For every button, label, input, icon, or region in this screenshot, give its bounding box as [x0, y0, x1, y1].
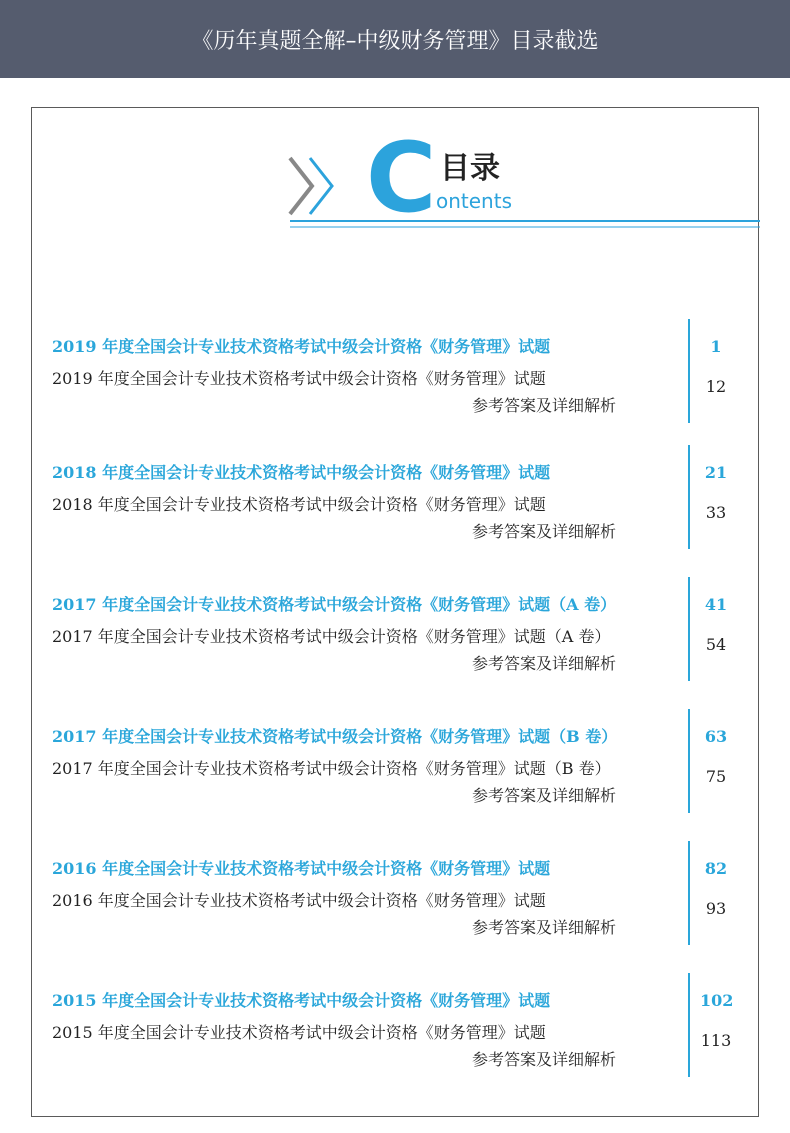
toc-entry-page: 63	[704, 727, 728, 746]
toc-entry-title[interactable]: 2017 年度全国会计专业技术资格考试中级会计资格《财务管理》试题（B 卷）	[52, 727, 618, 746]
toc-entry-page: 1	[710, 337, 722, 356]
toc-entry-answers-caption: 参考答案及详细解析	[472, 786, 617, 805]
toc-entry-answers-page: 54	[705, 635, 727, 654]
toc-entry	[52, 991, 752, 1095]
banner-title: 《历年真题全解–中级财务管理》目录截选	[191, 28, 599, 54]
logo-title-cn: 目录	[440, 151, 500, 186]
toc-entry-page: 82	[704, 859, 728, 878]
toc-entry-page: 21	[704, 463, 728, 482]
toc-entry-answers-caption: 参考答案及详细解析	[472, 396, 617, 415]
toc-entry-answers-line[interactable]: 2019 年度全国会计专业技术资格考试中级会计资格《财务管理》试题	[52, 369, 546, 388]
toc-divider	[688, 319, 690, 423]
toc-entry-answers-line[interactable]: 2015 年度全国会计专业技术资格考试中级会计资格《财务管理》试题	[52, 1023, 546, 1042]
toc-divider	[688, 973, 690, 1077]
toc-entry-answers-caption: 参考答案及详细解析	[472, 1050, 617, 1069]
toc-entry-answers-line[interactable]: 2017 年度全国会计专业技术资格考试中级会计资格《财务管理》试题（A 卷）	[52, 627, 611, 646]
toc-entry-page: 102	[700, 991, 734, 1010]
toc-entry	[52, 727, 752, 831]
toc-entry-title[interactable]: 2016 年度全国会计专业技术资格考试中级会计资格《财务管理》试题	[52, 859, 551, 878]
toc-entry-answers-page: 75	[705, 767, 727, 786]
toc-entry-answers-page: 113	[700, 1031, 732, 1050]
banner	[0, 0, 790, 78]
toc-entry	[52, 859, 752, 963]
logo-title-en: ontents	[436, 189, 512, 213]
toc-entry-answers-page: 12	[705, 377, 727, 396]
toc-entry-page: 41	[704, 595, 728, 614]
toc-entry-title[interactable]: 2015 年度全国会计专业技术资格考试中级会计资格《财务管理》试题	[52, 991, 551, 1010]
toc-divider	[688, 709, 690, 813]
toc-entry-answers-line[interactable]: 2017 年度全国会计专业技术资格考试中级会计资格《财务管理》试题（B 卷）	[52, 759, 611, 778]
toc-entry-answers-page: 93	[705, 899, 727, 918]
toc-entry-title[interactable]: 2018 年度全国会计专业技术资格考试中级会计资格《财务管理》试题	[52, 463, 551, 482]
toc-entry	[52, 595, 752, 699]
toc-entry-title[interactable]: 2019 年度全国会计专业技术资格考试中级会计资格《财务管理》试题	[52, 337, 551, 356]
chevron-decoration-icon	[285, 148, 760, 233]
toc-entry	[52, 463, 752, 567]
toc-entry-title[interactable]: 2017 年度全国会计专业技术资格考试中级会计资格《财务管理》试题（A 卷）	[52, 595, 617, 614]
toc-entry-answers-page: 33	[705, 503, 727, 522]
toc-entry-answers-caption: 参考答案及详细解析	[472, 522, 617, 541]
logo-letter-c: C	[366, 122, 437, 234]
toc-divider	[688, 577, 690, 681]
toc-entry-answers-caption: 参考答案及详细解析	[472, 654, 617, 673]
toc-divider	[688, 445, 690, 549]
toc-divider	[688, 841, 690, 945]
toc-entry-answers-line[interactable]: 2016 年度全国会计专业技术资格考试中级会计资格《财务管理》试题	[52, 891, 546, 910]
toc-entry-answers-line[interactable]: 2018 年度全国会计专业技术资格考试中级会计资格《财务管理》试题	[52, 495, 546, 514]
toc-entry-answers-caption: 参考答案及详细解析	[472, 918, 617, 937]
toc-entry	[52, 337, 752, 441]
